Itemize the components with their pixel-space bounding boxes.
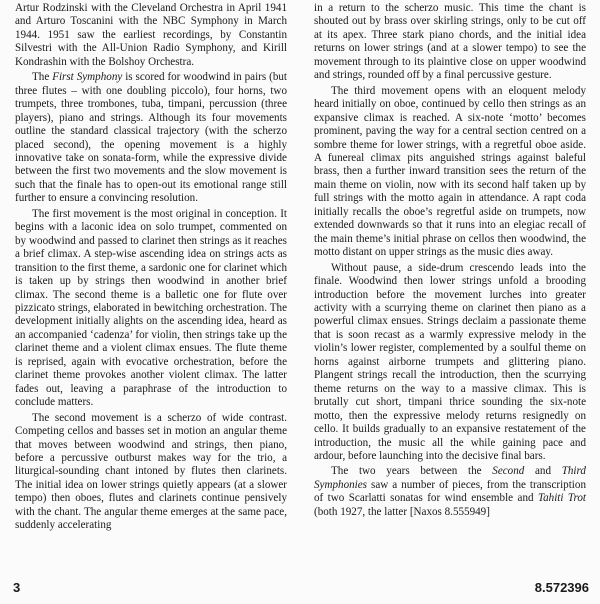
italic-title: Tahiti Trot bbox=[537, 492, 586, 505]
paragraph bbox=[314, 2, 586, 83]
text-run: in a return to the scherzo music. This time the chant is shouted out by brass over skirling strings, only to be cut off at its apex. Three stark piano chords, and the initial idea returns on lower strings (and at a slower tempo) to see the movement through to its plaintive close on upper woodwind and strings, rounded off by a final percussive gesture. bbox=[314, 2, 586, 82]
italic-title: Third Symphonies bbox=[314, 465, 586, 491]
text-run: The first movement is the most original in conception. It begins with a laconic idea on solo trumpet, commented on by woodwind and passed to clarinet then strings as it reaches a brief climax. A step-wise ascending idea on strings acts as transition to the first theme, a sardonic one for clarinet which is taken up by strings then woodwind in another brief climax. The second theme is a balletic one for flute over pizzicato strings, elaborated in bewitching orchestration. The development initially alights on the ascending idea, heard as an accompanied ‘cadenza’ for violin, then strings take up the clarinet theme and a violent climax ensues. The flute theme is reprised, again with evocative orchestration, before the clarinet theme provokes another violent climax. The latter fades out, leaving a paraphrase of the introduction to conclude matters. bbox=[15, 207, 287, 409]
text-run: Without pause, a side-drum crescendo leads into the finale. Woodwind then lower strings unfold a brooding introduction before the movement lurches into greater activity with a scurrying theme on clarinet then piano as a powerful climax ensues. Strings declaim a passionate theme that is soon recast as a warmly expressive melody in the violin’s lower register, complemented by a soulful theme on horns against airborne trumpets and glittering piano. Plangent strings recall the introduction, then the scurrying theme returns on the way to a massive climax. This is brutally cut short, timpani thrice sounding the six-note motto, then the expressive melody returns resignedly on cello. It builds gradually to an expansive restatement of the introduction, the music all the while gaining pace and ardour, before launching into the decisive final bars. bbox=[314, 261, 586, 462]
paragraph bbox=[314, 262, 586, 464]
page-number: 3 bbox=[13, 580, 21, 595]
left-text-column bbox=[15, 2, 287, 535]
paragraph bbox=[15, 71, 287, 206]
right-text-column bbox=[314, 2, 586, 521]
paragraph bbox=[15, 208, 287, 410]
text-run: The bbox=[32, 71, 53, 84]
text-run: Artur Rodzinski with the Cleveland Orchestra in April 1941 and Arturo Toscanini with the NBC Symphony in March 1944. 1951 saw the earliest recordings, by Constantin Silvestri with the All-Union Radio Symphony, and Kirill Kondrashin with the Bolshoy Orchestra. bbox=[15, 2, 287, 68]
text-run: The second movement is a scherzo of wide contrast. Competing cellos and basses set in motion an angular theme that moves between woodwind and strings, then piano, before a percussive outburst makes way for the trio, a liturgical-sounding chant intoned by flutes then clarinets. The initial idea on lower strings quietly appears (at a slower tempo) then oboes, flutes and clarinets continue pensively with the chant. The angular theme emerges at the same pace, suddenly accelerating bbox=[15, 411, 287, 532]
catalog-number: 8.572396 bbox=[534, 580, 589, 595]
italic-title: Second bbox=[492, 465, 525, 478]
text-run: The two years between the bbox=[331, 465, 493, 478]
text-run: (both 1927, the latter [Naxos 8.555949] bbox=[314, 505, 490, 518]
text-run: The third movement opens with an eloquent melody heard initially on oboe, continued by cello then strings as an expansive climax is reached. A six-note ‘motto’ becomes prominent, paving the way for a central section centred on a sombre theme for lower strings, with a regretful oboe aside. A funereal climax pits anguished strings against baleful brass, then a further inward transition sees the return of the main theme on violin, now with its second half taken up by full strings with the motto again in attendance. A rapt coda initially recalls the oboe’s regretful aside on trumpets, now extended downwards so that it runs into an elegiac recall of the main theme’s initial phrase on cellos then woodwind, the motto distant on upper strings as the music dies away. bbox=[314, 84, 586, 259]
paragraph bbox=[15, 412, 287, 533]
paragraph bbox=[314, 465, 586, 519]
text-run: is scored for woodwind in pairs (but three flutes – with one doubling piccolo), four horns, two trumpets, three trombones, tuba, timpani, percussion (three players), piano and strings. Although its four movements outline the standard classical trajectory (with the scherzo placed second), the opening movement is a highly innovative take on sonata-form, while the expressive divide between the first two movements and the slow movement is such that the finale has to open-out its emotional range still further to ensure a convincing resolution. bbox=[15, 71, 287, 205]
italic-title: First Symphony bbox=[52, 71, 123, 84]
paragraph bbox=[15, 2, 287, 69]
paragraph bbox=[314, 85, 586, 260]
page-footer bbox=[0, 580, 600, 600]
text-run: and bbox=[524, 465, 562, 478]
text-run: saw a number of pieces, from the transcription of two Scarlatti sonatas for wind ensemble and bbox=[314, 478, 586, 505]
